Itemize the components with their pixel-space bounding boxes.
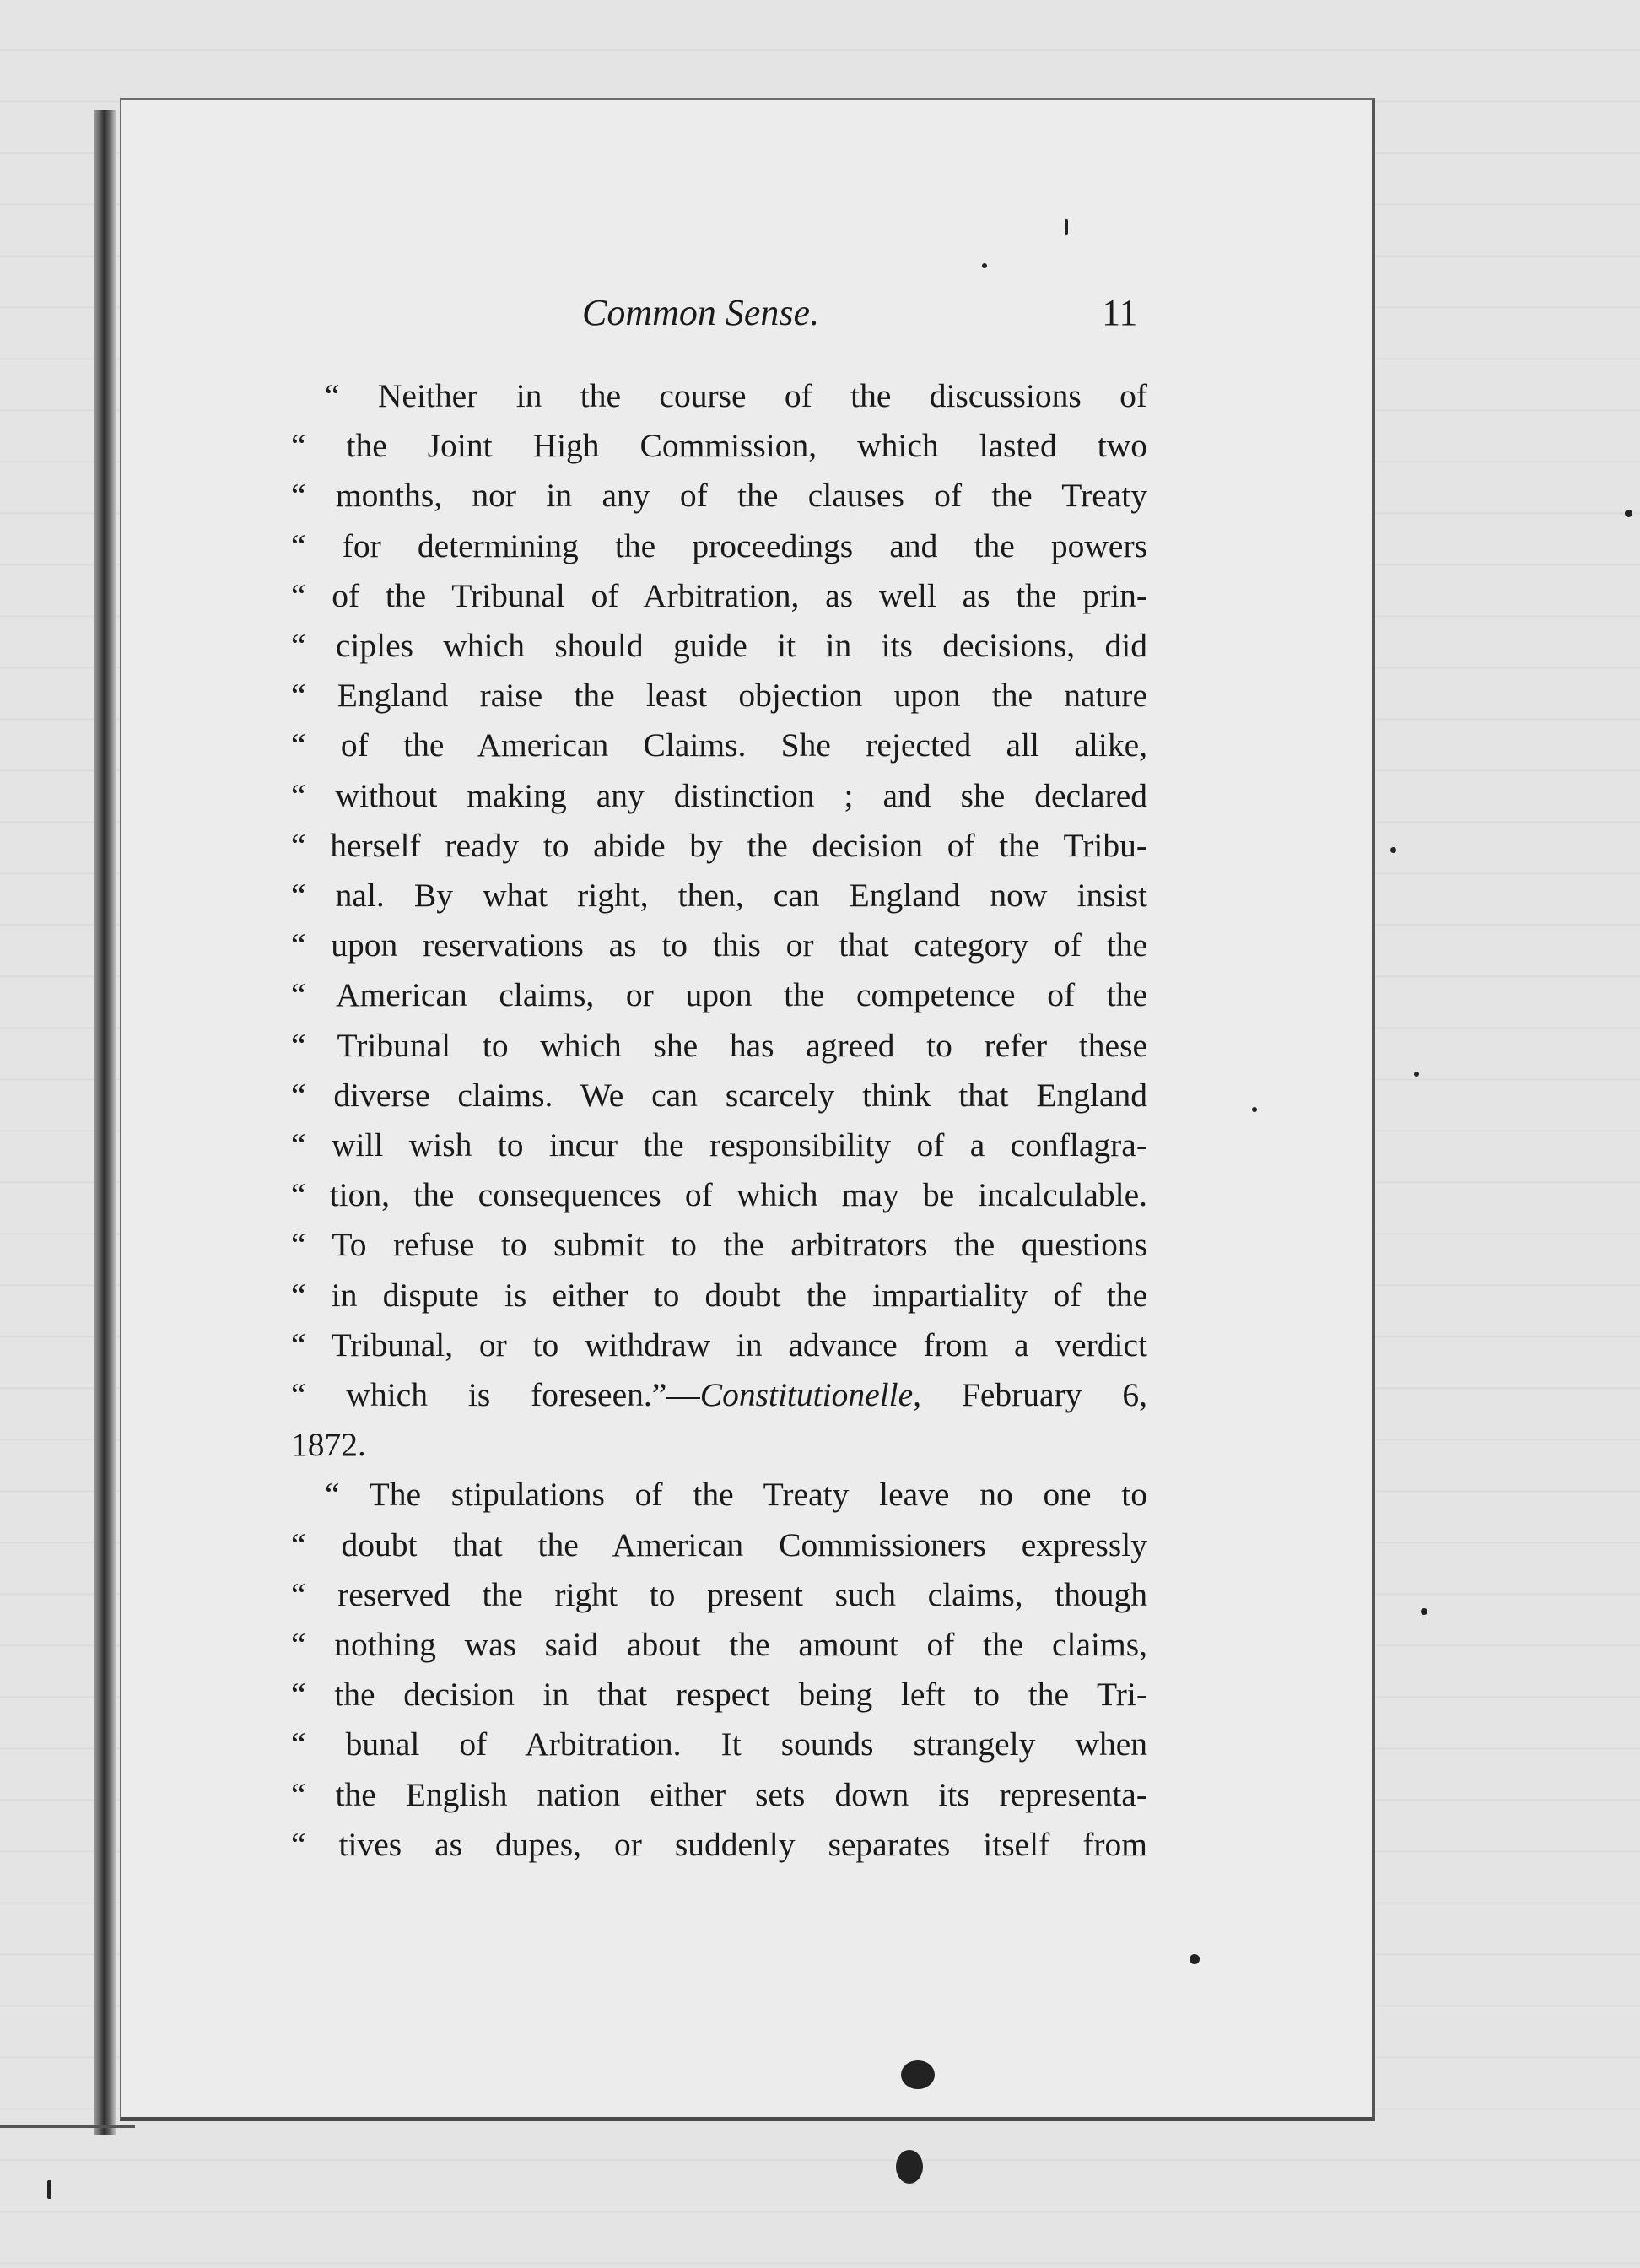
text-line: “ tion, the consequences of which may be incalculable. bbox=[291, 1176, 1147, 1214]
text-line: “ the Joint High Commission, which lasted two bbox=[291, 427, 1147, 465]
text-line: “ upon reservations as to this or that category of the bbox=[291, 926, 1147, 964]
ink-spot bbox=[1625, 510, 1632, 517]
citation-line bbox=[291, 1370, 1147, 1420]
page-number: 11 bbox=[1102, 292, 1138, 333]
running-head: Common Sense. bbox=[582, 292, 820, 333]
citation-lead: “ which is foreseen.”— bbox=[291, 1376, 700, 1414]
text-line: “ the decision in that respect being left to the Tri- bbox=[291, 1676, 1147, 1714]
ink-spot bbox=[1190, 1954, 1200, 1964]
text-line: 1872. bbox=[291, 1426, 366, 1464]
text-line: “ of the Tribunal of Arbitration, as well as the prin- bbox=[291, 576, 1147, 614]
text-line: “ England raise the least objection upon the nature bbox=[291, 677, 1147, 715]
page-header bbox=[0, 291, 1640, 342]
text-line: “ Tribunal, or to withdraw in advance from a verdict bbox=[291, 1326, 1147, 1364]
ink-spot bbox=[1390, 847, 1396, 853]
margin-rule bbox=[0, 2125, 135, 2128]
text-line: “ diverse claims. We can scarcely think that England bbox=[291, 1076, 1147, 1114]
ink-spot bbox=[1421, 1608, 1427, 1615]
text-line: “ herself ready to abide by the decision of the Tribu- bbox=[291, 826, 1147, 864]
text-line: “ of the American Claims. She rejected all alike, bbox=[291, 726, 1147, 764]
text-line: “ bunal of Arbitration. It sounds strangely when bbox=[291, 1725, 1147, 1763]
ink-spot bbox=[47, 2180, 51, 2199]
ink-spot bbox=[1252, 1107, 1257, 1112]
text-line: “ without making any distinction ; and she declared bbox=[291, 776, 1147, 814]
citation-source: Constitutionelle, bbox=[699, 1376, 921, 1414]
paragraph-1 bbox=[291, 371, 1147, 1470]
text-line: “ the English nation either sets down its representa- bbox=[291, 1775, 1147, 1813]
text-line: “ To refuse to submit to the arbitrators the questions bbox=[291, 1226, 1147, 1264]
text-line: “ Tribunal to which she has agreed to refer these bbox=[291, 1026, 1147, 1064]
ink-spot bbox=[1065, 219, 1068, 235]
text-line: “ The stipulations of the Treaty leave no one to bbox=[325, 1476, 1147, 1514]
ink-spot bbox=[982, 263, 987, 268]
text-line: “ reserved the right to present such claims, though bbox=[291, 1575, 1147, 1613]
text-line: “ ciples which should guide it in its decisions, did bbox=[291, 627, 1147, 665]
text-line: “ tives as dupes, or suddenly separates itself from bbox=[291, 1825, 1147, 1863]
text-line: “ nal. By what right, then, can England now insist bbox=[291, 877, 1147, 915]
text-line: “ in dispute is either to doubt the impartiality of the bbox=[291, 1276, 1147, 1314]
book-spine-edge bbox=[94, 110, 116, 2135]
text-line: “ for determining the proceedings and the powers bbox=[291, 526, 1147, 564]
text-line: “ nothing was said about the amount of the claims, bbox=[291, 1626, 1147, 1664]
citation-date: February 6, bbox=[921, 1376, 1147, 1414]
text-line: “ American claims, or upon the competence of the bbox=[291, 976, 1147, 1014]
paragraph-2 bbox=[291, 1470, 1147, 1870]
text-line: “ months, nor in any of the clauses of the Treaty bbox=[291, 477, 1147, 515]
ink-spot bbox=[896, 2150, 923, 2184]
text-line: “ Neither in the course of the discussions of bbox=[325, 377, 1147, 414]
body-text bbox=[291, 371, 1147, 1870]
ink-spot bbox=[1414, 1072, 1419, 1077]
text-line: “ doubt that the American Commissioners expressly bbox=[291, 1526, 1147, 1563]
ink-spot bbox=[901, 2060, 935, 2089]
text-line: “ will wish to incur the responsibility of a conflagra- bbox=[291, 1126, 1147, 1164]
